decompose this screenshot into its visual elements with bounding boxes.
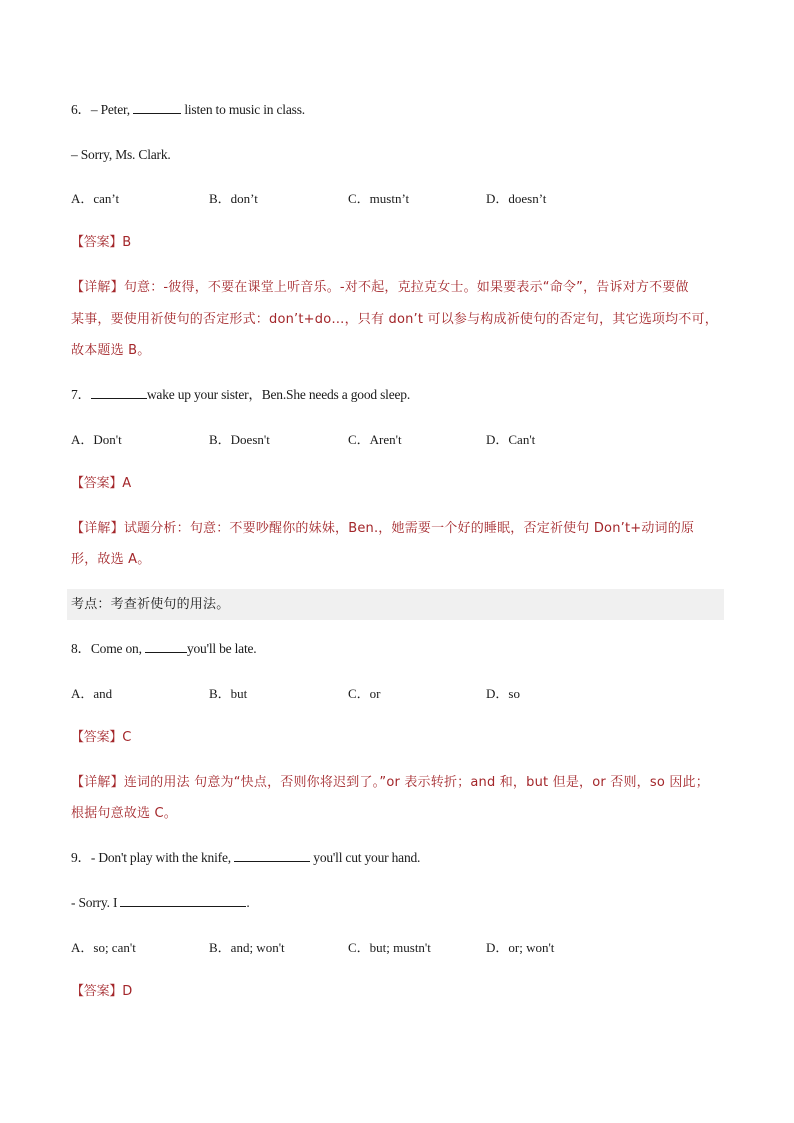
answer-value: D: [122, 984, 133, 999]
question-text-pre: Come on,: [90, 641, 145, 656]
answer-9: [71, 983, 132, 1001]
option-b: B．Doesn't: [209, 432, 270, 447]
option-a: A．can’t: [71, 191, 120, 206]
answer-label: 【答案】: [71, 730, 123, 745]
question-text-post: wake up your sister，Ben.She needs a good sleep.: [146, 387, 411, 402]
answer-blank: [234, 850, 310, 862]
detail-6-line-1: [71, 279, 689, 297]
option-a: A．Don't: [71, 432, 122, 447]
question-text-pre: – Peter,: [90, 102, 134, 117]
option-c: C．Aren't: [348, 432, 402, 447]
option-d: D．doesn’t: [486, 191, 547, 206]
answer-blank: [133, 102, 181, 114]
detail-8-line-1: [71, 774, 709, 792]
detail-7-line-2: 形，故选 A。: [71, 552, 151, 567]
question-number: 9．: [71, 850, 91, 865]
answer-blank: [145, 641, 187, 653]
answer-label: 【答案】: [71, 476, 123, 491]
option-d: D．Can't: [486, 432, 536, 447]
detail-label: 【详解】: [71, 521, 124, 536]
answer-7: [71, 475, 131, 493]
answer-blank: [120, 895, 246, 907]
reply-text-pre: - Sorry. I: [71, 895, 121, 910]
detail-label: 【详解】: [71, 775, 124, 790]
option-c: C．or: [348, 686, 381, 701]
option-b: B．don’t: [209, 191, 258, 206]
question-text-post: you'll be late.: [186, 641, 257, 656]
option-d: D．so: [486, 686, 520, 701]
answer-blank: [91, 387, 147, 399]
detail-6-line-3: 故本题选 B。: [71, 343, 151, 358]
question-8: [71, 640, 256, 658]
question-7: [71, 386, 410, 404]
question-number: 8．: [71, 641, 91, 656]
detail-text: 试题分析：句意：不要吵醒你的妹妹，Ben.，她需要一个好的睡眠，否定祈使句 Don’t+动词的原: [123, 521, 695, 536]
question-6: [71, 101, 305, 119]
question-6-reply: – Sorry, Ms. Clark.: [71, 147, 171, 162]
reply-text-post: .: [246, 895, 250, 910]
question-8-options: [71, 685, 671, 703]
answer-label: 【答案】: [71, 984, 123, 999]
detail-7-line-1: [71, 520, 694, 538]
answer-8: [71, 729, 131, 747]
answer-label: 【答案】: [71, 235, 123, 250]
answer-value: C: [122, 730, 132, 745]
question-text-post: listen to music in class.: [181, 102, 305, 117]
detail-text: 句意：-彼得，不要在课堂上听音乐。-对不起，克拉克女士。如果要表示“命令”，告诉对方不要做: [123, 280, 689, 295]
detail-6-line-2: 某事，要使用祈使句的否定形式：don’t+do…，只有 don’t 可以参与构成祈使句的否定句，其它选项均不可，: [71, 312, 718, 327]
option-c: C．mustn’t: [348, 191, 410, 206]
question-text-pre: - Don't play with the knife,: [90, 850, 235, 865]
question-9-options: [71, 939, 671, 957]
detail-text: 连词的用法 句意为“快点，否则你将迟到了。”or 表示转折；and 和，but 但是，or 否则，so 因此；: [123, 775, 709, 790]
question-6-options: [71, 190, 671, 208]
question-9: [71, 849, 420, 867]
option-a: A．and: [71, 686, 113, 701]
question-9-reply: [71, 894, 250, 912]
option-d: D．or; won't: [486, 940, 555, 955]
question-7-options: [71, 431, 671, 449]
answer-value: A: [122, 476, 131, 491]
question-number: 6．: [71, 102, 91, 117]
detail-8-line-2: 根据句意故选 C。: [71, 806, 178, 821]
detail-label: 【详解】: [71, 280, 124, 295]
knowledge-point: 考点：考查祈使句的用法。: [71, 597, 230, 612]
answer-6: [71, 234, 131, 252]
question-number: 7．: [71, 387, 91, 402]
option-b: B．but: [209, 686, 248, 701]
answer-value: B: [122, 235, 131, 250]
option-c: C．but; mustn't: [348, 940, 431, 955]
option-b: B．and; won't: [209, 940, 285, 955]
question-text-post: you'll cut your hand.: [310, 850, 421, 865]
option-a: A．so; can't: [71, 940, 136, 955]
